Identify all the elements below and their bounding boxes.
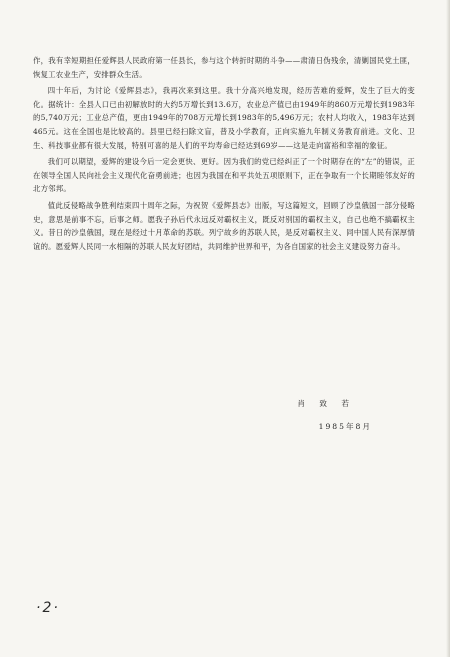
- page-number: ·2·: [36, 600, 60, 616]
- paragraph-continued: 作，我有幸短期担任爱辉县人民政府第一任县长，参与这个转折时期的斗争——肃清日伪残余，清剿国民党土匪，恢复工农业生产，安排群众生活。: [33, 56, 415, 79]
- paragraph-anniversary: 值此反侵略战争胜利结束四十周年之际，为祝贺《爱辉县志》出版，写这篇短文，回顾了沙皇俄国一部分侵略史，意思是前事不忘，后事之师。愿我子孙后代永远反对霸权主义，既反对别国的霸权主义，自己也绝不搞霸权主义。昔日的沙皇俄国，现在是经过十月革命的苏联。列宁故乡的苏联人民，是反对霸权主义、同中国人民有深厚情谊的。愿爱辉人民同一水相隔的苏联人民友好团结，共同维护世界和平，为各自国家的社会主义建设努力奋斗。: [33, 200, 415, 251]
- body-text: [33, 54, 415, 253]
- author-signature: 肖 致 若: [297, 399, 355, 408]
- scan-edge-shadow: [446, 0, 450, 657]
- paragraph-statistics: 四十年后，为讨论《爱辉县志》，我再次来到这里。我十分高兴地发现，经历苦难的爱辉，发生了巨大的变化。据统计：全县人口已由初解放时的大约5万增长到13.6万，农业总产值已由1949年的860万元增长到1983年的5,740万元；工业总产值，更由1949年的708万元增长到1983年的5,496万元；农村人均收入，1983年达到465元。这在全国也是比较高的。县里已经扫除文盲，普及小学教育，正向实施九年制义务教育前进。文化、卫生、科技事业都有很大发展，特别可喜的是人们的平均寿命已经达到69岁——这是走向富裕和幸福的象征。: [33, 86, 415, 150]
- document-date: 1985年8月: [318, 422, 372, 431]
- paragraph-expectation: 我们可以期望，爱辉的建设今后一定会更快、更好。因为我们的党已经纠正了一个时期存在的“左”的错误，正在领导全国人民向社会主义现代化奋勇前进；也因为我国在和平共处五项原则下，正在争取有一个长期睦邻友好的北方邻邦。: [33, 157, 415, 194]
